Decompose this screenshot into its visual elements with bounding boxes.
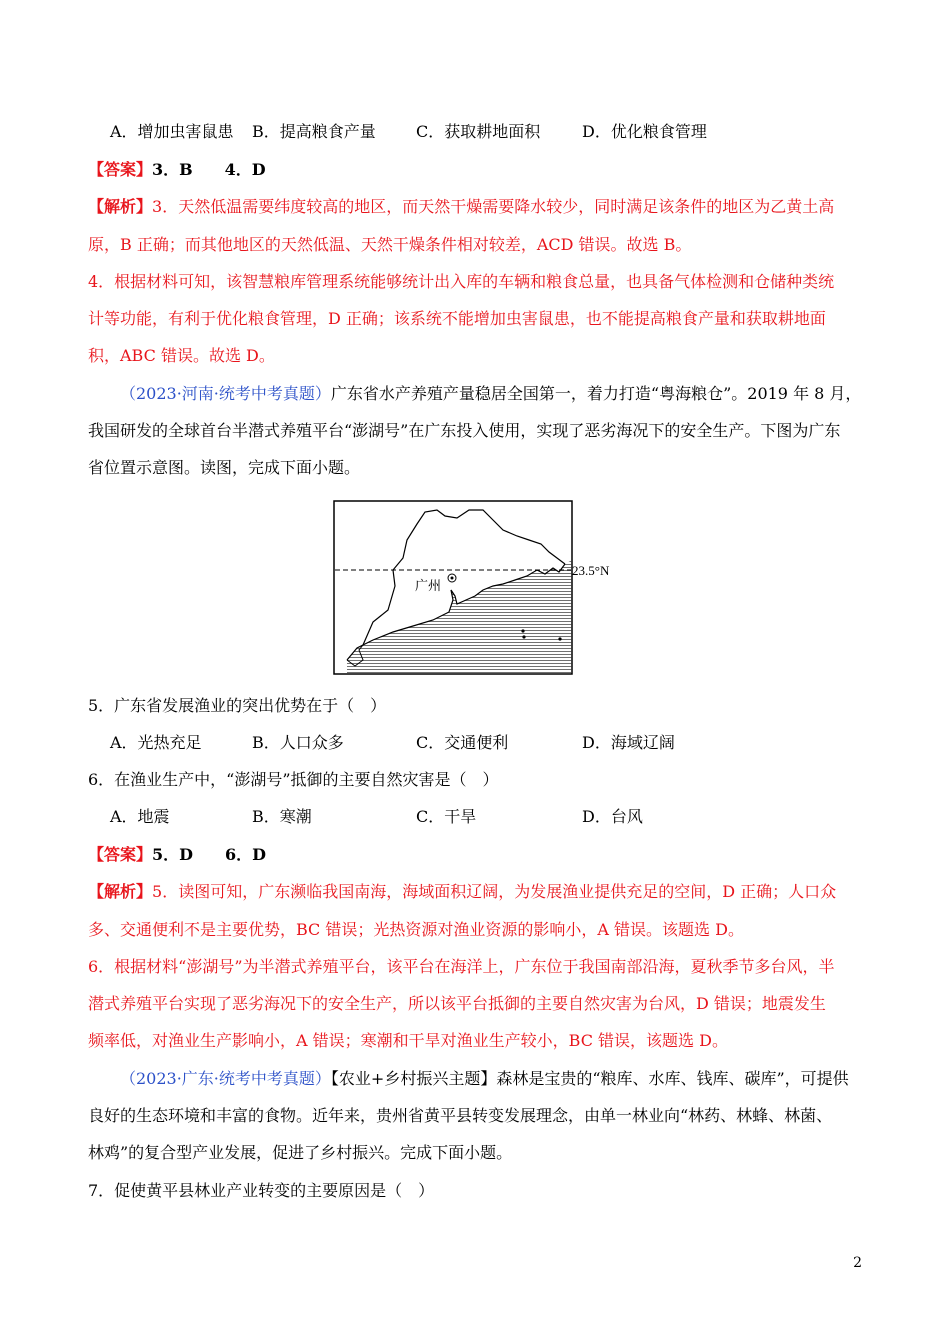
option-b: B．寒潮	[252, 807, 312, 826]
analysis-line: 频率低，对渔业生产影响小，A 错误；寒潮和干旱对渔业生产较小，BC 错误，该题选 D。	[88, 1031, 728, 1050]
source-label: （2023·河南·统考中考真题）	[120, 384, 331, 403]
answer-label: 【答案】	[88, 160, 153, 179]
passage-line	[120, 384, 868, 404]
option-d: D．台风	[582, 807, 643, 826]
passage-line: 省位置示意图。读图，完成下面小题。	[88, 458, 361, 477]
option-d: D．优化粮食管理	[582, 122, 707, 141]
guangzhou-dot	[451, 577, 454, 580]
passage-text: 【农业+乡村振兴主题】森林是宝贵的“粮库、水库、钱库、碳库”，可提供	[330, 1069, 849, 1088]
source-label: （2023·广东·统考中考真题）	[120, 1069, 331, 1088]
analysis-label: 【解析】	[88, 197, 153, 216]
answer-text: 5．D 6．D	[152, 845, 267, 864]
option-a: A．增加虫害鼠患	[110, 122, 234, 141]
passage-text: 广东省水产养殖产量稳居全国第一，着力打造“粤海粮仓”。2019 年 8 月，	[330, 384, 862, 403]
option-a: A．光热充足	[110, 733, 202, 752]
analysis-line: 计等功能，有利于优化粮食管理，D 正确；该系统不能增加虫害鼠患，也不能提高粮食产量和获取耕地面	[88, 309, 826, 328]
option-c: C．获取耕地面积	[416, 122, 541, 141]
analysis-label: 【解析】	[88, 882, 153, 901]
analysis-line: 4．根据材料可知，该智慧粮库管理系统能够统计出入库的车辆和粮食总量，也具备气体检测和仓储种类统	[88, 272, 835, 291]
question-6-stem: 6．在渔业生产中，“澎湖号”抵御的主要自然灾害是（ ）	[88, 770, 499, 789]
answer-line-2	[88, 845, 868, 865]
answer-text: 3．B 4．D	[152, 160, 266, 179]
city-label: 广州	[415, 579, 442, 594]
island-dot	[521, 629, 524, 632]
question-7-stem: 7．促使黄平县林业产业转变的主要原因是（ ）	[88, 1181, 435, 1200]
analysis-text: 5．读图可知，广东濒临我国南海，海域面积辽阔，为发展渔业提供充足的空间，D 正确；人口众	[152, 882, 837, 901]
option-b: B．提高粮食产量	[252, 122, 376, 141]
analysis-text: 3．天然低温需要纬度较高的地区，而天然干燥需要降水较少，同时满足该条件的地区为乙黄土高	[152, 197, 835, 216]
passage-line: 林鸡”的复合型产业发展，促进了乡村振兴。完成下面小题。	[88, 1143, 513, 1162]
page-number: 2	[853, 1255, 862, 1271]
option-a: A．地震	[110, 807, 170, 826]
option-c: C．交通便利	[416, 733, 509, 752]
answer-line-1	[88, 160, 868, 180]
option-d: D．海域辽阔	[582, 733, 675, 752]
analysis-line: 潜式养殖平台实现了恶劣海况下的安全生产，所以该平台抵御的主要自然灾害为台风，D 错误；地震发生	[88, 994, 826, 1013]
island-dot	[522, 635, 525, 638]
analysis-line: 积，ABC 错误。故选 D。	[88, 346, 275, 365]
option-c: C．干旱	[416, 807, 477, 826]
option-b: B．人口众多	[252, 733, 344, 752]
analysis-line: 多、交通便利不是主要优势，BC 错误；光热资源对渔业资源的影响小，A 错误。该题选 D。	[88, 920, 744, 939]
answer-label: 【答案】	[88, 845, 153, 864]
analysis-line: 6．根据材料“澎湖号”为半潜式养殖平台，该平台在海洋上，广东位于我国南部沿海，夏秋季节多台风，半	[88, 957, 835, 976]
analysis-line: 原，B 正确；而其他地区的天然低温、天然干燥条件相对较差，ACD 错误。故选 B。	[88, 235, 692, 254]
passage-line: 我国研发的全球首台半潜式养殖平台“澎湖号”在广东投入使用，实现了恶劣海况下的安全生产。下图为广东	[88, 421, 841, 440]
passage-line	[120, 1069, 868, 1089]
analysis-line	[88, 882, 868, 902]
latitude-label: 23.5°N	[572, 563, 610, 578]
guangdong-location-map	[333, 500, 573, 675]
analysis-line	[88, 197, 868, 217]
island-dot	[558, 637, 561, 640]
passage-line: 良好的生态环境和丰富的食物。近年来，贵州省黄平县转变发展理念，由单一林业向“林药、林蜂、林菌、	[88, 1106, 833, 1125]
question-5-stem: 5．广东省发展渔业的突出优势在于（ ）	[88, 696, 387, 715]
